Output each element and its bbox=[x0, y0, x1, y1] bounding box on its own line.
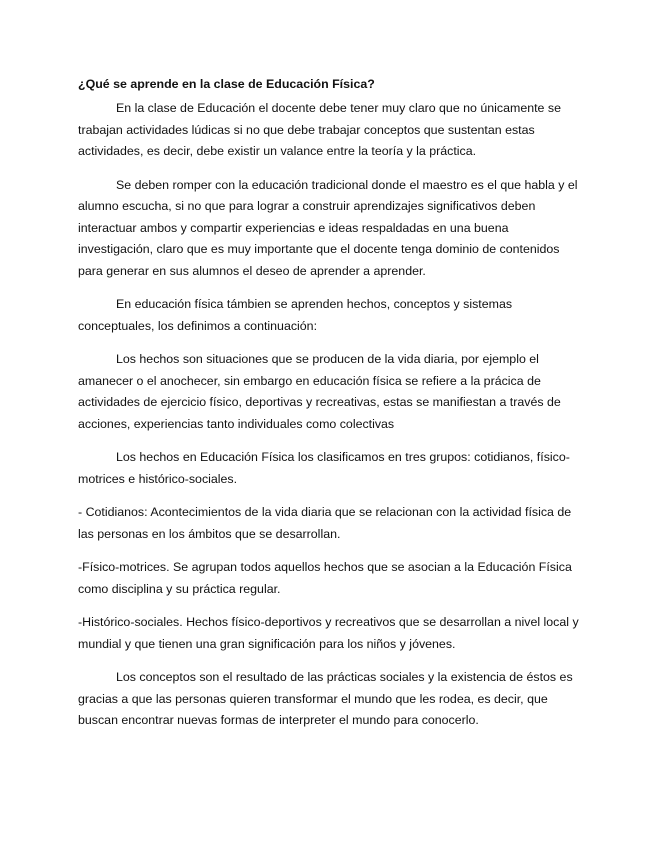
document-content bbox=[78, 75, 580, 744]
list-item-fisico-motrices: -Físico-motrices. Se agrupan todos aquellos hechos que se asocian a la Educación Física como disciplina y su práctica regular. bbox=[78, 560, 572, 596]
paragraph-traditional-education: Se deben romper con la educación tradicional donde el maestro es el que habla y el alumno escucha, si no que para lograr a construir aprendizajes significativos deben interactuar ambos y compartir experiencias e ideas respaldadas en una buena investigación, claro que es muy importante que el docente tenga dominio de contenidos para generar en sus alumnos el deseo de aprender a aprender. bbox=[78, 177, 578, 278]
list-item-historico-sociales: -Histórico-sociales. Hechos físico-deportivos y recreativos que se desarrollan a nivel local y mundial y que tienen una gran significación para los niños y jóvenes. bbox=[78, 615, 579, 651]
list-item-cotidianos: - Cotidianos: Acontecimientos de la vida diaria que se relacionan con la actividad física de las personas en los ámbitos que se desarrollan. bbox=[78, 505, 572, 541]
document-title: ¿Qué se aprende en la clase de Educación Física? bbox=[78, 77, 375, 91]
paragraph-facts-definition: Los hechos son situaciones que se producen de la vida diaria, por ejemplo el amanecer o el anochecer, sin embargo en educación física se refiere a la prácica de actividades de ejercicio físico, deportivas y recreativas, estas se manifiestan a través de acciones, experiencias tanto individuales como colectivas bbox=[78, 352, 561, 431]
paragraph-learning-types: En educación física támbien se aprenden hechos, conceptos y sistemas conceptuales, los definimos a continuación: bbox=[78, 297, 513, 333]
paragraph-concepts: Los conceptos son el resultado de las prácticas sociales y la existencia de éstos es gracias a que las personas quieren transformar el mundo que les rodea, es decir, que buscan encontrar nuevas formas de interpreter el mundo para conocerlo. bbox=[78, 670, 573, 727]
paragraph-facts-classification: Los hechos en Educación Física los clasificamos en tres grupos: cotidianos, físico-motrices e histórico-sociales. bbox=[78, 450, 570, 486]
paragraph-intro: En la clase de Educación el docente debe tener muy claro que no únicamente se trabajan actividades lúdicas si no que debe trabajar conceptos que sustentan estas actividades, es decir, debe existir un valance entre la teoría y la práctica. bbox=[78, 101, 561, 158]
